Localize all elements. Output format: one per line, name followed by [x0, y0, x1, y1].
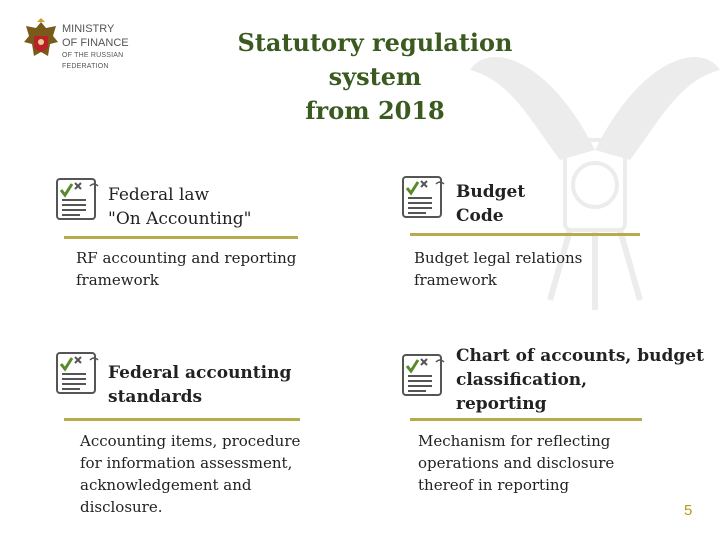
org-line-3: OF THE RUSSIAN — [62, 52, 124, 59]
checklist-document-icon — [402, 176, 448, 220]
block-3-title-line-1: Federal accounting — [108, 363, 292, 383]
block-2-title — [456, 180, 525, 228]
block-4-divider — [410, 418, 642, 421]
checklist-document-icon — [56, 178, 102, 222]
block-4-title — [456, 344, 704, 416]
page-number: 5 — [684, 502, 693, 519]
block-4-description — [418, 430, 614, 496]
block-2-title-line-2: Code — [456, 206, 504, 226]
block-1-title-line-1: Federal law — [108, 185, 210, 205]
block-2-desc-line-2: framework — [414, 271, 497, 289]
block-3-desc-line-2: for information assessment, — [80, 454, 293, 472]
coat-of-arms-icon — [22, 18, 60, 62]
block-4-desc-line-1: Mechanism for reflecting — [418, 432, 611, 450]
checklist-document-icon — [56, 352, 102, 396]
block-4-title-line-2: classification, — [456, 370, 588, 390]
block-4-title-line-3: reporting — [456, 394, 547, 414]
block-3-description — [80, 430, 300, 518]
block-3-divider — [64, 418, 300, 421]
block-3-title — [108, 361, 291, 409]
block-1-divider — [64, 236, 298, 239]
block-4-title-line-1: Chart of accounts, budget — [456, 346, 704, 366]
org-line-2: OF FINANCE — [62, 37, 129, 49]
block-3-title-line-2: standards — [108, 387, 203, 407]
block-1-desc-line-2: framework — [76, 271, 159, 289]
page-title — [210, 26, 540, 128]
block-1-title — [108, 183, 251, 231]
block-3-desc-line-1: Accounting items, procedure — [80, 432, 301, 450]
block-2-desc-line-1: Budget legal relations — [414, 249, 583, 267]
org-line-1: MINISTRY — [62, 23, 115, 35]
block-2-title-line-1: Budget — [456, 182, 526, 202]
block-1-description — [76, 247, 296, 291]
title-line-2: from 2018 — [305, 96, 445, 125]
block-1-desc-line-1: RF accounting and reporting — [76, 249, 297, 267]
block-3-desc-line-3: acknowledgement and — [80, 476, 252, 494]
block-2-description — [414, 247, 582, 291]
block-3-desc-line-4: disclosure. — [80, 498, 163, 516]
checklist-document-icon — [402, 354, 448, 398]
title-line-1: Statutory regulation system — [237, 28, 513, 91]
block-4-desc-line-2: operations and disclosure — [418, 454, 615, 472]
ministry-name — [62, 22, 129, 72]
block-2-divider — [410, 233, 640, 236]
block-1-title-line-2: "On Accounting" — [108, 209, 252, 229]
org-line-4: FEDERATION — [62, 63, 109, 70]
block-4-desc-line-3: thereof in reporting — [418, 476, 570, 494]
